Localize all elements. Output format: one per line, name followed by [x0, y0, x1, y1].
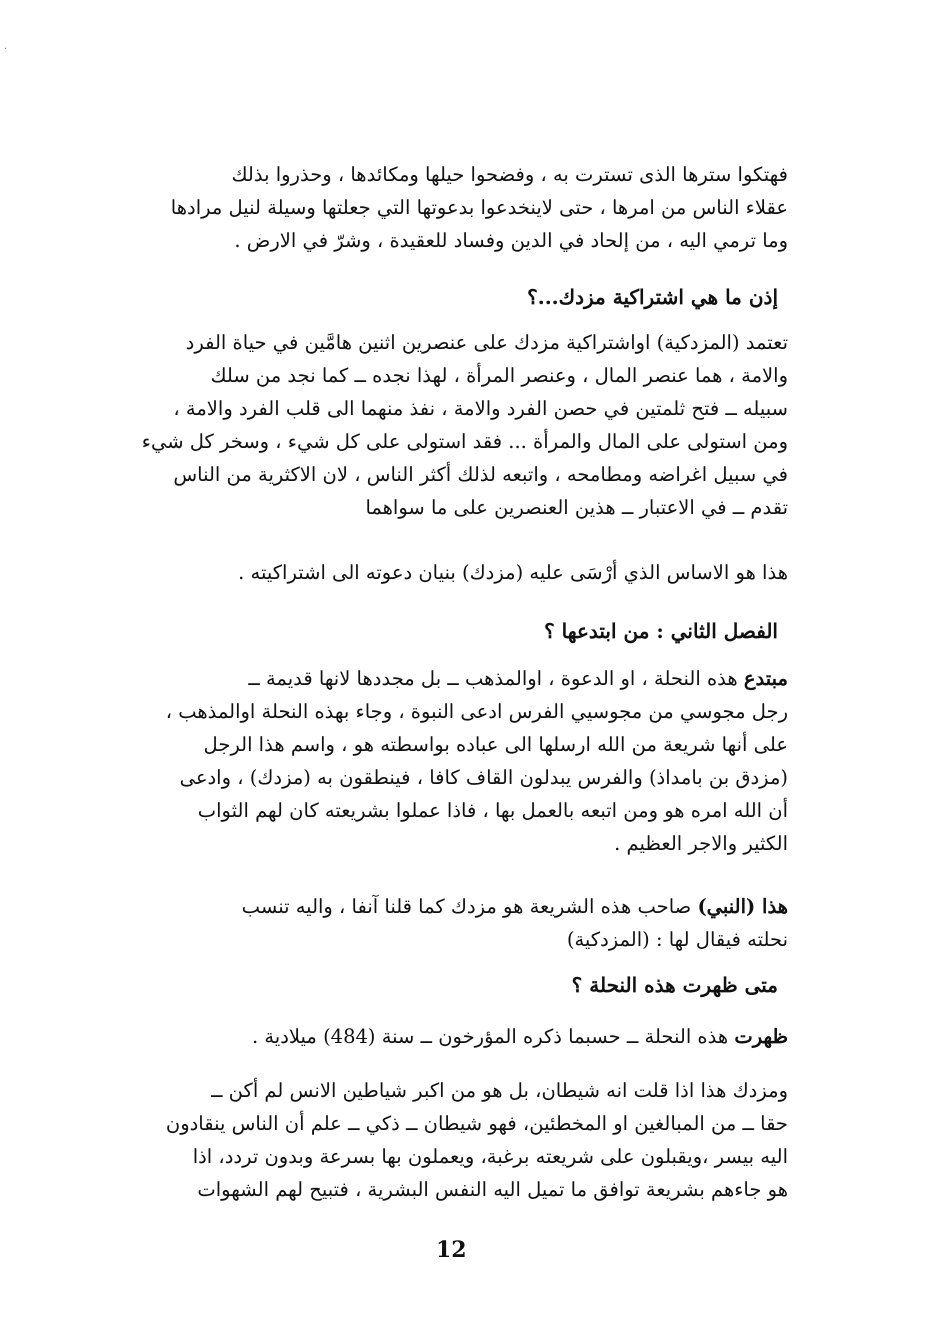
text-line: عقلاء الناس من امرها ، حتى لاينخدعوا بدعوتها التي جعلتها وسيلة لنيل مرادها	[170, 196, 788, 219]
paragraph-intro	[112, 158, 788, 257]
text-line: رجل مجوسي من مجوسيي الفرس ادعى النبوة ، وجاء بهذه النحلة اوالمذهب ،	[165, 700, 788, 723]
text-line: (مزدق بن بامداذ) والفرس يبدلون القاف كافا ، فينطقون به (مزدك) ، وادعى	[179, 766, 788, 789]
text-line: في سبيل اغراضه ومطامحه ، واتبعه لذلك أكثر الناس ، لان الاكثرية من الناس	[173, 463, 788, 486]
text-line: فهتكوا سترها الذى تسترت به ، وفضحوا حيلها ومكائدها ، وحذروا بذلك	[231, 163, 788, 186]
text-line: ومزدك هذا اذا قلت انه شيطان، بل هو من اكبر شياطين الانس لم أكن ــ	[211, 1079, 788, 1102]
text-line: تعتمد (المزدكية) اواشتراكية مزدك على عنصرين اثنين هامَّين في حياة الفرد	[185, 331, 788, 354]
paragraph-foundation	[112, 556, 788, 589]
text-line: نحلته فيقال لها : (المزدكية)	[566, 928, 788, 951]
text-line	[112, 890, 788, 923]
scan-speck: ·	[4, 44, 8, 55]
paragraph-founder	[112, 662, 788, 860]
text-line	[112, 1020, 788, 1053]
line-text: صاحب هذه الشريعة هو مزدك كما قلنا آنفا ، واليه تنسب	[241, 895, 692, 918]
text-line: على أنها شريعة من الله ارسلها الى عباده بواسطته هو ، واسم هذا الرجل	[203, 733, 788, 756]
chapter-heading-second: الفصل الثاني : من ابتدعها ؟	[544, 619, 778, 643]
text-line: اليه بيسر ،ويقبلون على شريعته برغبة، ويعملون بها بسرعة وبدون تردد، اذا	[192, 1145, 788, 1168]
text-line: ومن استولى على المال والمرأة ... فقد استولى على كل شيء ، وسخر كل شيء	[141, 430, 788, 453]
text-line: هو جاءهم بشريعة توافق ما تميل اليه النفس البشرية ، فتبيح لهم الشهوات	[197, 1178, 788, 1201]
paragraph-prophet	[112, 890, 788, 956]
text-line: وما ترمي اليه ، من إلحاد في الدين وفساد للعقيدة ، وشرّ في الارض .	[234, 229, 788, 252]
line-text: هذه النحلة ــ حسبما ذكره المؤرخون ــ سنة (484) ميلادية .	[251, 1025, 729, 1048]
text-line: سبيله ــ فتح ثلمتين في حصن الفرد والامة ، نفذ منهما الى قلب الفرد والامة ،	[173, 397, 788, 420]
lead-word: ظهرت	[734, 1025, 788, 1048]
lead-word: مبتدع	[743, 667, 788, 690]
section-heading-what-is: إذن ما هي اشتراكية مزدك...؟	[527, 285, 778, 309]
lead-word: هذا (النبي)	[697, 895, 788, 918]
section-heading-when: متى ظهرت هذه النحلة ؟	[571, 973, 778, 997]
text-line: حقا ــ من المبالغين او المخطئين، فهو شيطان ــ ذكي ــ علم أن الناس ينقادون	[165, 1112, 788, 1135]
text-line: أن الله امره هو ومن اتبعه بالعمل بها ، فاذا عملوا بشريعته كان لهم الثواب	[197, 799, 788, 822]
paragraph-date	[112, 1020, 788, 1053]
page-number: 12	[436, 1237, 467, 1263]
paragraph-elements	[112, 326, 788, 524]
paragraph-devil	[112, 1074, 788, 1206]
text-line: هذا هو الاساس الذي أرْسَى عليه (مزدك) بنيان دعوته الى اشتراكيته .	[238, 561, 788, 584]
line-text: هذه النحلة ، او الدعوة ، اوالمذهب ــ بل مجددها لانها قديمة ــ	[248, 667, 738, 690]
text-line: الكثير والاجر العظيم .	[614, 832, 788, 855]
text-line: تقدم ــ في الاعتبار ــ هذين العنصرين على ما سواهما	[365, 496, 788, 519]
text-line: والامة ، هما عنصر المال ، وعنصر المرأة ، لهذا نجده ــ كما نجد من سلك	[210, 364, 788, 387]
text-line	[112, 662, 788, 695]
